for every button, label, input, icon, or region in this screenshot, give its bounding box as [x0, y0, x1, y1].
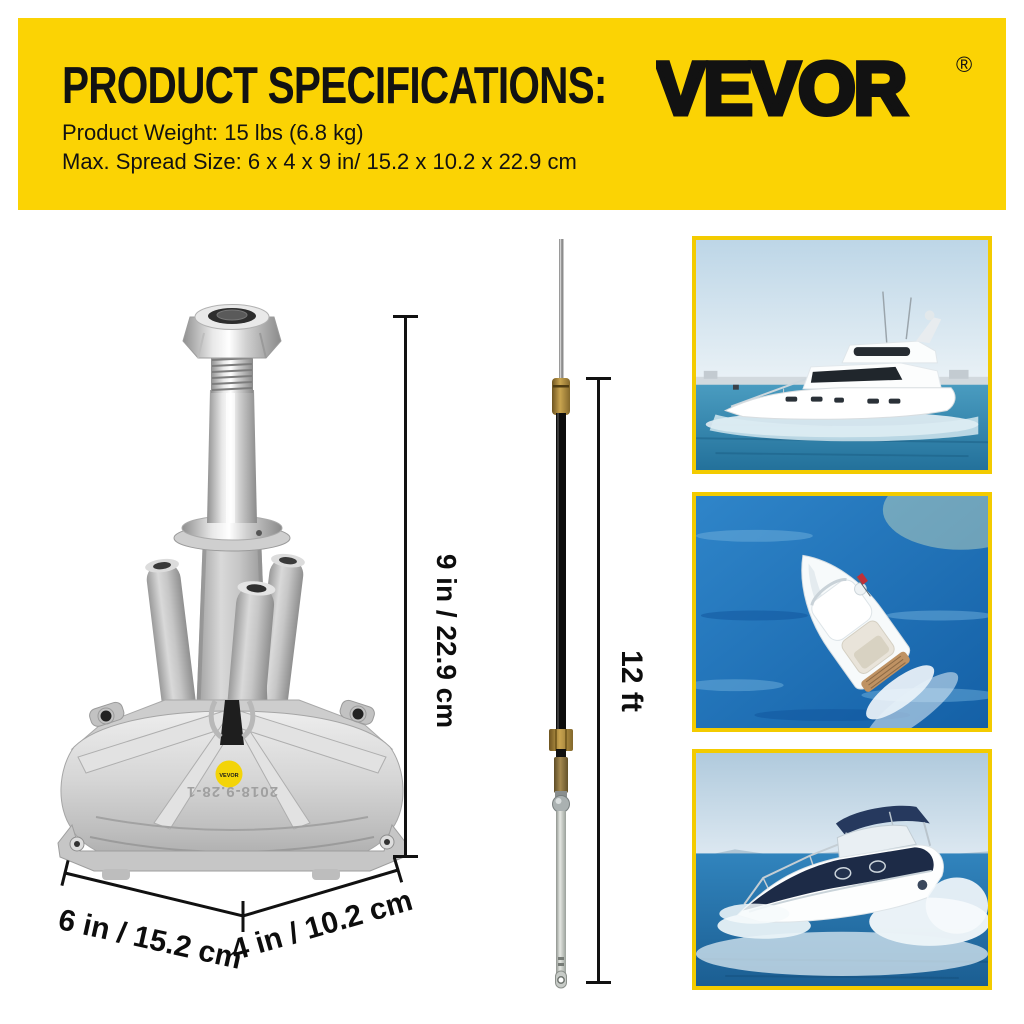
cable-length-dimension-line	[597, 377, 600, 984]
speedboat-illustration	[696, 753, 988, 986]
yacht-stern-aerial-illustration	[696, 496, 988, 728]
product-weight-line: Product Weight: 15 lbs (6.8 kg)	[62, 120, 364, 145]
cable-ball-joint	[553, 796, 570, 813]
cable-output-rod	[556, 811, 566, 973]
max-spread-size-line: Max. Spread Size: 6 x 4 x 9 in/ 15.2 x 10.2 x 22.9 cm	[62, 149, 577, 174]
cable-hex-nut	[549, 729, 573, 751]
page-title: PRODUCT SPECIFICATIONS:	[62, 57, 607, 115]
registered-trademark-icon: ®	[956, 52, 973, 77]
helm-engraving-text: 2018-9.28-1	[186, 783, 278, 800]
vevor-sticker-text: VEVOR	[219, 773, 239, 779]
steering-cable-image	[539, 235, 583, 991]
cable-top-rod	[559, 239, 564, 381]
spec-banner	[18, 18, 1006, 210]
cable-length-dimension-label: 12 ft	[615, 650, 648, 712]
height-dimension-label: 9 in / 22.9 cm	[431, 553, 462, 729]
photo-yacht-side-view	[692, 236, 992, 474]
photo-yacht-stern-aerial	[692, 492, 992, 732]
depth-dimension-label: 4 in / 10.2 cm	[227, 883, 417, 968]
cable-top-brass-fitting	[552, 378, 570, 415]
yacht-side-view-illustration	[696, 240, 988, 470]
vevor-logo-text: VEVOR	[656, 48, 906, 130]
helm-threads	[211, 355, 253, 393]
width-dimension-label: 6 in / 15.2 cm	[55, 903, 245, 976]
cable-bronze-tube	[554, 757, 568, 793]
photo-speedboat	[692, 749, 992, 990]
vevor-logo	[656, 48, 986, 134]
steering-helm-image	[40, 295, 420, 885]
height-dimension-line	[404, 315, 407, 858]
helm-hex-nut	[183, 305, 281, 359]
